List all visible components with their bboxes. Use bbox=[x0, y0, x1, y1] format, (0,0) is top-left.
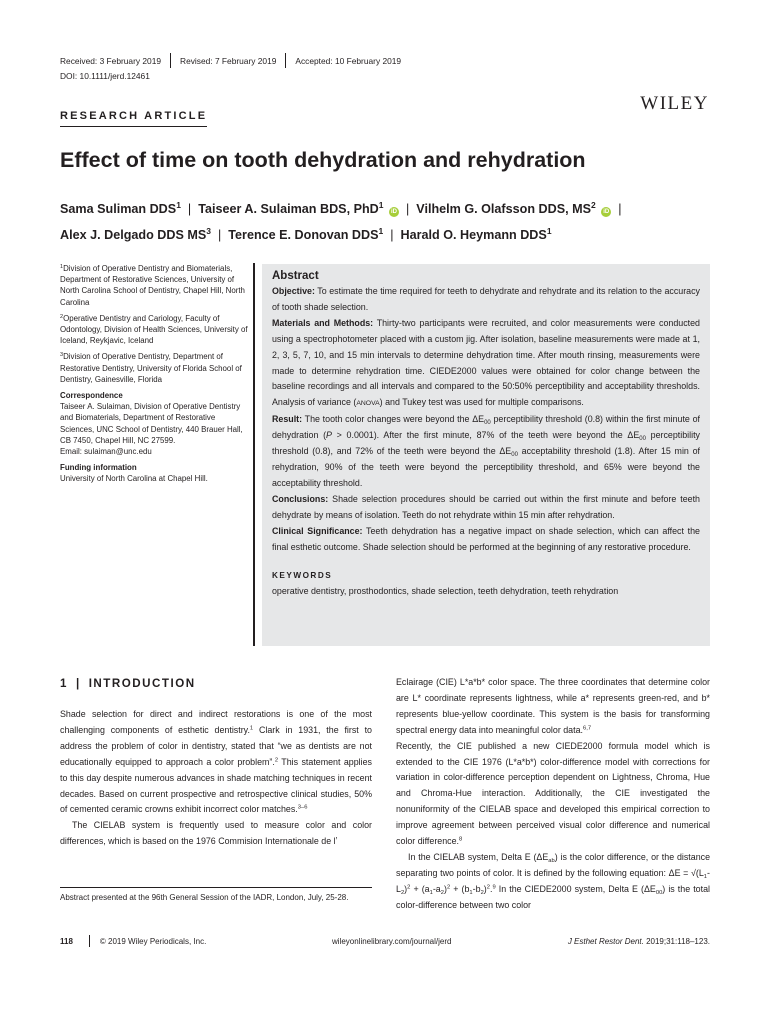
correspondence-heading: Correspondence bbox=[60, 391, 123, 401]
abstract-body bbox=[272, 284, 700, 555]
funding-heading: Funding information bbox=[60, 463, 137, 473]
citation-link[interactable]: 3–6 bbox=[297, 804, 308, 811]
paragraph: Recently, the CIE published a new CIEDE2000 formula model which is extended to the CIE 1976 (L*a*b*) color-difference model with corrections for variation in color-difference perception dependent on Lightness, Chroma, Hue and Chroma-Hue interaction. Additionally, the CIE investigated the nonuniformity of the CIELAB space and developed this empirical correction to improve agreement between perceived visual color difference and numerical color difference.$^8$ bbox=[396, 740, 710, 847]
column-rule bbox=[253, 263, 255, 646]
abstract-methods: Materials and Methods: Thirty-two participants were recruited, and color measurements were conducted using a spectrophotometer placed with a custom jig. After isolation, baseline measurements were made at 1, 2, 3, 5, 7, 10, and 15 min intervals to determine dehydration time. After mouth rinsing, measurements were made to determine rehydration time. CIEDE2000 values were obtained for color change between the baseline recordings and all intervals and compared to the 50:50% perceptibility and acceptability thresholds. Analysis of variance (ANOVA) and Tukey test was used for multiple comparisons. bbox=[272, 317, 700, 408]
orcid-icon[interactable]: iD bbox=[603, 209, 610, 215]
correspondence-address: Taiseer A. Sulaiman, Division of Operative Dentistry and Biomaterials, Department of Restorative Sciences, UNC School of Dentistry, 440 Brauer Hall, CB 7450, Chapel Hill, NC 27599. bbox=[60, 402, 243, 445]
abstract-result: Result: The tooth color changes were beyond the $\Delta E_{00}$ perceptibility threshold (0.8) within the first minute of dehydration (P > 0.0001). After the first minute, 87% of the teeth were beyond the $\Delta E_{00}$ perceptibility threshold (0.8), and 72% of the teeth were beyond the $\Delta E_{00}$ acceptability threshold (1.8). After 15 min of rehydration, 90% of the teeth were beyond the perceptibility threshold, and 65% were beyond the acceptability threshold. bbox=[272, 414, 701, 488]
article-type: RESEARCH ARTICLE bbox=[60, 110, 207, 127]
divider bbox=[285, 53, 286, 68]
section-heading: 1 | INTRODUCTION bbox=[60, 677, 196, 690]
author[interactable]: Vilhelm G. Olafsson DDS, $MS^2$ iD bbox=[416, 200, 610, 216]
funding-text: University of North Carolina at Chapel Hill. bbox=[60, 474, 208, 484]
author-list bbox=[60, 196, 710, 248]
author[interactable]: Sama Suliman DDS$^1$ bbox=[60, 200, 181, 216]
divider: | bbox=[187, 202, 192, 216]
article-title: Effect of time on tooth dehydration and rehydration bbox=[60, 148, 586, 172]
affiliation: $^1$Division of Operative Dentistry and Biomaterials, Department of Restorative Sciences, University of North Carolina School of Dentistry, Chapel Hill, North Carolina bbox=[60, 264, 245, 307]
abstract-conclusions: Conclusions: Shade selection procedures should be carried out within the first minute and before teeth dehydrate by means of isolation. Teeth do not rehydrate within 15 min after rehydration. bbox=[272, 493, 700, 520]
page-number: 118 bbox=[60, 936, 73, 946]
divider bbox=[89, 935, 90, 947]
citation-link[interactable]: 8 bbox=[458, 836, 463, 843]
abstract-clinical-significance: Clinical Significance: Teeth dehydration has a negative impact on shade selection, which can affect the final esthetic outcome. Shade selection should be performed at the beginning of any restorative procedure. bbox=[272, 525, 700, 552]
author[interactable]: Terence E. Donovan DDS$^1$ bbox=[228, 226, 384, 242]
page-footer bbox=[60, 935, 710, 947]
abstract-objective: Objective: To estimate the time required for teeth to dehydrate and rehydrate and its relation to the accuracy of tooth shade selection. bbox=[272, 286, 700, 312]
author[interactable]: Alex J. Delgado DDS $MS^3$ bbox=[60, 226, 211, 242]
keywords-heading: KEYWORDS bbox=[272, 571, 333, 581]
citation-link[interactable]: 6,7 bbox=[582, 725, 592, 732]
divider: | bbox=[390, 228, 394, 242]
abstract-heading: Abstract bbox=[272, 270, 319, 282]
paragraph: In the CIELAB system, Delta E $(\Delta E_{ab})$ is the color difference, or the distance separating two points of color. It is defined by the following equation: $\Delta E = √(L_1-L_2)^2 + (a_1-a_2)^2 + (b_1-b_2)^2.^9$ In the CIEDE2000 system, Delta E $(\Delta E_{00})$ is the total color-difference between two color bbox=[396, 851, 711, 910]
orcid-icon[interactable]: iD bbox=[391, 209, 397, 215]
journal-citation: J Esthet Restor Dent. 2019;31:118–123. bbox=[567, 936, 710, 946]
accepted-date: Accepted: 10 February 2019 bbox=[295, 56, 402, 66]
received-date: Received: 3 February 2019 bbox=[60, 56, 162, 66]
revised-date: Revised: 7 February 2019 bbox=[180, 56, 277, 66]
paragraph: Eclairage (CIE) L*a*b* color space. The three coordinates that determine color are L* coordinate represents lightness, while a* represents green-red, and b* represents blue-yellow coordinate. This system is the basis for transforming spectral energy data into meaningful color data.$^{6,7}$ bbox=[396, 677, 710, 735]
copyright: © 2019 Wiley Periodicals, Inc. bbox=[99, 936, 207, 946]
journal-url[interactable]: wileyonlinelibrary.com/journal/jerd bbox=[332, 936, 452, 946]
affiliation: $^2$Operative Dentistry and Cariology, Faculty of Odontology, Division of Health Sciences, University of Iceland, Reykjavic, Iceland bbox=[60, 313, 248, 346]
keywords-list: operative dentistry, prosthodontics, shade selection, teeth dehydration, teeth rehydration bbox=[272, 586, 619, 597]
correspondence-email[interactable]: Email: sulaiman@unc.edu bbox=[60, 447, 152, 457]
doi[interactable]: DOI: 10.1111/jerd.12461 bbox=[60, 71, 150, 81]
abstract-box bbox=[262, 264, 710, 646]
affiliations bbox=[60, 263, 250, 490]
divider: | bbox=[218, 228, 222, 242]
citation-link[interactable]: 9 bbox=[492, 884, 496, 891]
divider: | bbox=[406, 202, 410, 216]
author[interactable]: Taiseer A. Sulaiman BDS, PhD$^1$ iD bbox=[198, 200, 397, 216]
citation-link[interactable]: 2 bbox=[274, 757, 279, 764]
citation-link[interactable]: 1 bbox=[249, 725, 254, 732]
affiliation: $^3$Division of Operative Dentistry, Department of Restorative Dentistry, University of Florida School of Dentistry, Gainesville, Florida bbox=[60, 352, 242, 384]
body-column-right bbox=[396, 675, 710, 914]
publisher-logo: WILEY bbox=[640, 93, 709, 114]
footnote: Abstract presented at the 96th General Session of the IADR, London, July, 25-28. bbox=[60, 893, 349, 902]
footnote-rule bbox=[60, 887, 372, 888]
publication-dates bbox=[60, 55, 401, 68]
paragraph: Shade selection for direct and indirect restorations is one of the most challenging components of esthetic dentistry.$^1$ Clark in 1931, the first to address the problem of color in dentistry, stated that “we as dentists are not educationally equipped to approach a color problem”.$^2$ This statement applies to this day despite numerous advances in shade matching techniques in recent decades. Based on current prospective and retrospective clinical studies, 50% of cemented ceramic crowns exhibit incorrect color matches.$^{3-6}$ bbox=[60, 709, 372, 815]
author[interactable]: Harald O. Heymann DDS$^1$ bbox=[400, 226, 552, 242]
divider: | bbox=[618, 202, 622, 216]
body-column-left bbox=[60, 707, 372, 850]
paragraph: The CIELAB system is frequently used to measure color and color differences, which is based on the 1976 Commision Internationale de lʼ bbox=[60, 820, 372, 847]
divider bbox=[170, 53, 171, 68]
